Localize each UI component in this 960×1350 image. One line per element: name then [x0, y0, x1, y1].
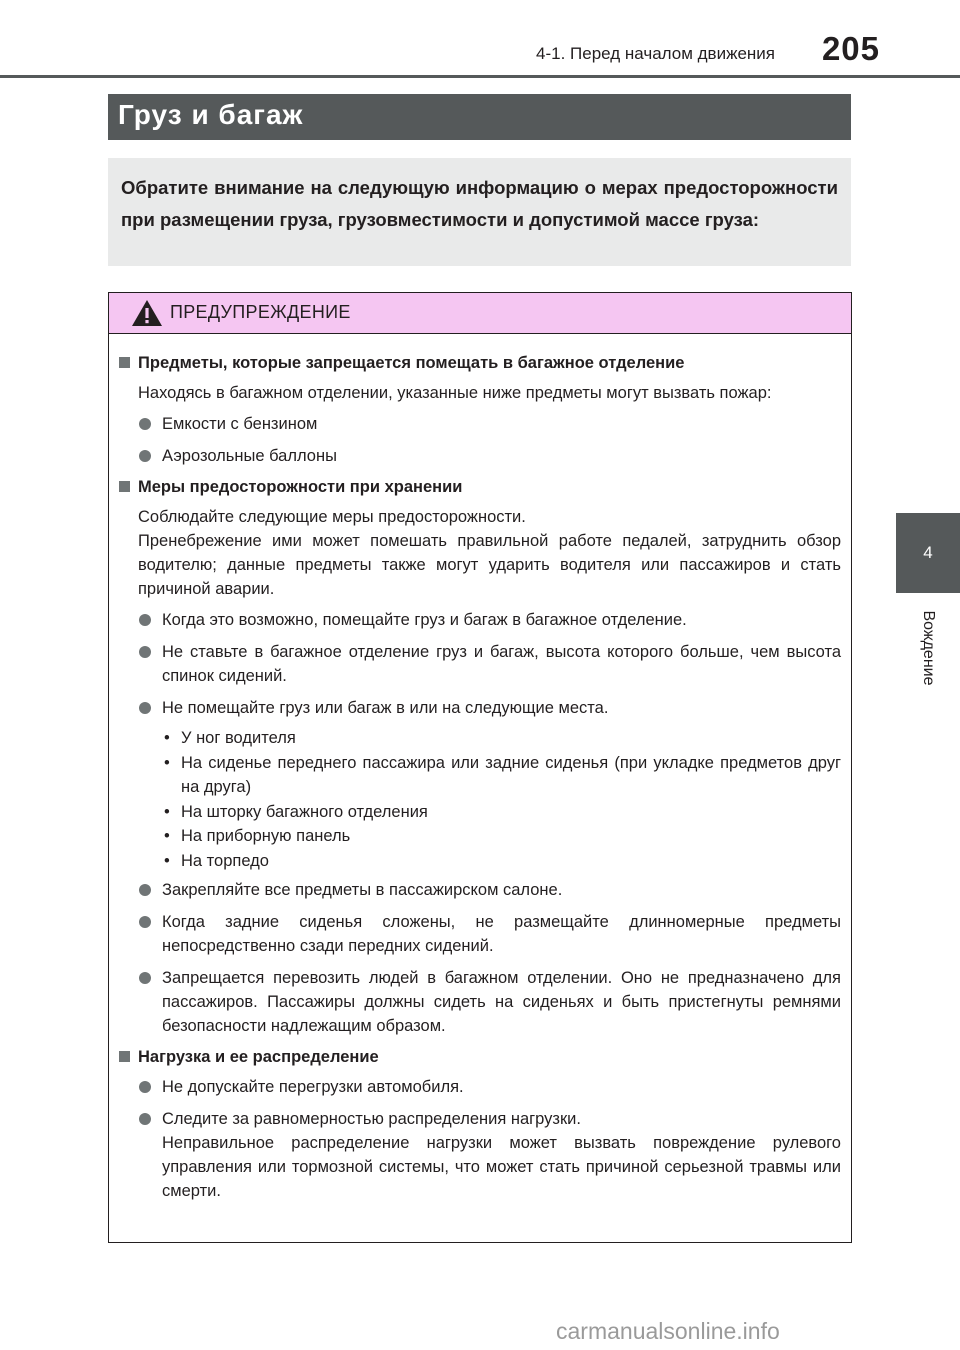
bullet-text: Не допускайте перегрузки автомобиля. — [162, 1078, 464, 1096]
circle-bullet-icon — [139, 1081, 151, 1093]
bullet-text: Не помещайте груз или багаж в или на следующие места. — [162, 699, 609, 717]
watermark: carmanualsonline.info — [556, 1318, 780, 1344]
bullet-text: Когда задние сиденья сложены, не размещайте длинномерные предметы непосредственно сзади передних сидений. — [162, 913, 841, 955]
small-bullet-icon: • — [164, 851, 170, 870]
circle-bullet-icon — [139, 418, 151, 430]
page-title-bar — [108, 94, 851, 140]
header-rule — [0, 75, 960, 78]
bullet-text: Не ставьте в багажное отделение груз и багаж, высота которого больше, чем высота спинок сидений. — [162, 643, 841, 685]
bullet-item — [118, 966, 841, 1038]
bullet-item — [118, 1075, 841, 1099]
bullet-item — [118, 444, 841, 468]
small-bullet-icon: • — [164, 827, 170, 845]
bullet-text: Когда это возможно, помещайте груз и багаж в багажное отделение. — [162, 611, 687, 629]
sub-list-item-text: На шторку багажного отделения — [181, 802, 428, 821]
section-heading — [118, 1046, 841, 1069]
bullet-text: Емкости с бензином — [162, 415, 318, 433]
section-heading-text: Меры предосторожности при хранении — [138, 478, 463, 496]
sub-list-item — [118, 824, 841, 849]
square-bullet-icon — [119, 481, 130, 492]
circle-bullet-icon — [139, 884, 151, 896]
warning-triangle-icon — [131, 299, 163, 327]
bullet-item — [118, 1107, 841, 1203]
small-bullet-icon: • — [164, 753, 170, 772]
header-section-title: 4-1. Перед началом движения — [536, 44, 775, 63]
circle-bullet-icon — [139, 702, 151, 714]
bullet-text: Следите за равномерностью распределения нагрузки. — [162, 1110, 581, 1128]
bullet-item — [118, 696, 841, 720]
square-bullet-icon — [119, 357, 130, 368]
page-title: Груз и багаж — [118, 99, 304, 130]
small-bullet-icon: • — [164, 729, 170, 747]
sub-list-item-text: На приборную панель — [181, 827, 351, 845]
bullet-item — [118, 608, 841, 632]
sub-list-item — [118, 726, 841, 751]
sub-list — [118, 726, 841, 873]
chapter-tab-label: Вождение — [920, 610, 937, 686]
section-heading-text: Нагрузка и ее распределение — [138, 1048, 379, 1066]
bullet-text: Закрепляйте все предметы в пассажирском салоне. — [162, 881, 563, 899]
bullet-item — [118, 910, 841, 958]
circle-bullet-icon — [139, 972, 151, 984]
bullet-item — [118, 878, 841, 902]
bullet-item — [118, 640, 841, 688]
section-heading-text: Предметы, которые запрещается помещать в багажное отделение — [138, 354, 685, 372]
small-bullet-icon: • — [164, 802, 170, 821]
chapter-tab[interactable] — [896, 513, 960, 593]
warning-body — [109, 334, 851, 1203]
warning-title: ПРЕДУПРЕЖДЕНИЕ — [170, 302, 351, 322]
chapter-tab-number: 4 — [923, 543, 933, 562]
page-number: 205 — [821, 30, 880, 67]
circle-bullet-icon — [139, 916, 151, 928]
intro-text: Обратите внимание на следующую информацию о мерах предосторожности при размещении груза, грузовместимости и допустимой массе груза: — [121, 177, 838, 230]
sub-list-item — [118, 849, 841, 874]
circle-bullet-icon — [139, 1113, 151, 1125]
square-bullet-icon — [119, 1051, 130, 1062]
intro-box — [108, 158, 851, 266]
bullet-text: Запрещается перевозить людей в багажном отделении. Оно не предназначено для пассажиров. Пассажиры должны сидеть на сиденьях и быть пристегнуты ремнями безопасности надлежащим образом. — [162, 969, 841, 1035]
section-paragraph: Соблюдайте следующие меры предосторожности. — [138, 508, 526, 526]
sub-list-item — [118, 751, 841, 800]
sub-list-item — [118, 800, 841, 825]
section-heading — [118, 476, 841, 499]
sub-list-item-text: На торпедо — [181, 851, 269, 870]
section-paragraph: Находясь в багажном отделении, указанные ниже предметы могут вызвать пожар: — [138, 384, 772, 402]
circle-bullet-icon — [139, 614, 151, 626]
bullet-item — [118, 412, 841, 436]
circle-bullet-icon — [139, 646, 151, 658]
warning-header — [109, 293, 851, 334]
section-heading — [118, 352, 841, 375]
sub-list-item-text: У ног водителя — [181, 729, 296, 747]
sub-list-item-text: На сиденье переднего пассажира или задние сиденья (при укладке предметов друг на друга) — [181, 753, 841, 796]
section-paragraph: Пренебрежение ими может помешать правильной работе педалей, затруднить обзор водителю; данные предметы также могут ударить водителя или пассажиров и стать причиной аварии. — [138, 532, 841, 598]
bullet-extra-text: Неправильное распределение нагрузки может вызвать повреждение рулевого управления или тормозной системы, что может стать причиной серьезной травмы или смерти. — [162, 1134, 841, 1200]
bullet-text: Аэрозольные баллоны — [162, 447, 337, 465]
warning-box — [108, 292, 852, 1243]
circle-bullet-icon — [139, 450, 151, 462]
